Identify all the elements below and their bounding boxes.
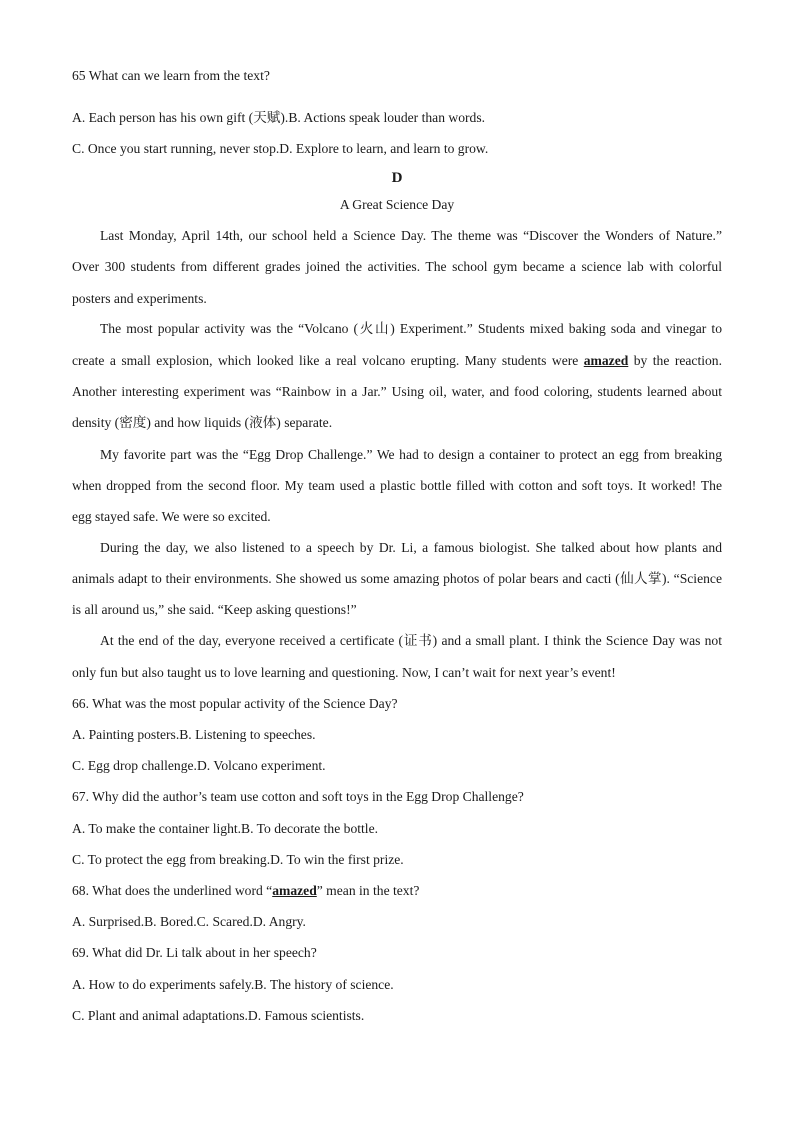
q68-question bbox=[72, 882, 419, 900]
q67-options-cd: C. To protect the egg from breaking.D. To win the first prize. bbox=[72, 852, 404, 867]
p2-line-4: density (密度) and how liquids (液体) separate. bbox=[72, 415, 333, 430]
q68-question-after: ” mean in the text? bbox=[316, 883, 420, 898]
p1-line-2: Over 300 students from different grades joined the activities. The school gym became a science lab with colorful bbox=[72, 259, 722, 274]
q69-options-ab: A. How to do experiments safely.B. The history of science. bbox=[72, 977, 394, 992]
q65-options-cd: C. Once you start running, never stop.D. Explore to learn, and learn to grow. bbox=[72, 141, 489, 156]
q66-options-cd: C. Egg drop challenge.D. Volcano experiment. bbox=[72, 758, 326, 773]
p2-line-1: The most popular activity was the “Volcano (火山) Experiment.” Students mixed baking soda and vinegar to bbox=[100, 321, 722, 336]
p5-line-1: At the end of the day, everyone received a certificate (证书) and a small plant. I think the Science Day was not bbox=[100, 633, 722, 648]
q67-question: 67. Why did the author’s team use cotton and soft toys in the Egg Drop Challenge? bbox=[72, 789, 524, 804]
section-letter: D bbox=[391, 170, 403, 186]
q69-question: 69. What did Dr. Li talk about in her speech? bbox=[72, 945, 317, 960]
q65-question: 65 What can we learn from the text? bbox=[72, 68, 270, 83]
p3-line-1: My favorite part was the “Egg Drop Challenge.” We had to design a container to protect an egg from breaking bbox=[100, 447, 722, 462]
passage-title: A Great Science Day bbox=[339, 197, 455, 212]
q69-options-cd: C. Plant and animal adaptations.D. Famous scientists. bbox=[72, 1008, 365, 1023]
p5-line-2: only fun but also taught us to love learning and questioning. Now, I can’t wait for next year’s event! bbox=[72, 665, 616, 680]
q65-options-ab: A. Each person has his own gift (天赋).B. Actions speak louder than words. bbox=[72, 110, 486, 125]
p4-line-2: animals adapt to their environments. She showed us some amazing photos of polar bears and cacti (仙人掌). “Science bbox=[72, 571, 722, 586]
p3-line-3: egg stayed safe. We were so excited. bbox=[72, 509, 271, 524]
q67-options-ab: A. To make the container light.B. To decorate the bottle. bbox=[72, 821, 379, 836]
keyword-amazed: amazed bbox=[583, 353, 629, 368]
q66-options-ab: A. Painting posters.B. Listening to speeches. bbox=[72, 727, 316, 742]
p1-line-1: Last Monday, April 14th, our school held a Science Day. The theme was “Discover the Wonders of Nature.” bbox=[100, 228, 722, 243]
p1-line-3: posters and experiments. bbox=[72, 291, 207, 306]
p2-line-3: Another interesting experiment was “Rainbow in a Jar.” Using oil, water, and food coloring, students learned about bbox=[72, 384, 722, 399]
q68-question-before: 68. What does the underlined word “ bbox=[72, 883, 273, 898]
q68-options: A. Surprised.B. Bored.C. Scared.D. Angry. bbox=[72, 914, 306, 929]
p2-line-2-before: create a small explosion, which looked like a real volcano erupting. Many students were bbox=[72, 353, 584, 368]
p2-line-2-after: by the reaction. bbox=[628, 353, 722, 368]
q68-keyword-amazed: amazed bbox=[272, 883, 317, 898]
p4-line-1: During the day, we also listened to a speech by Dr. Li, a famous biologist. She talked about how plants and bbox=[100, 540, 722, 555]
q66-question: 66. What was the most popular activity of the Science Day? bbox=[72, 696, 398, 711]
p2-line-2 bbox=[72, 352, 722, 370]
p3-line-2: when dropped from the second floor. My team used a plastic bottle filled with cotton and soft toys. It worked! The bbox=[72, 478, 722, 493]
p4-line-3: is all around us,” she said. “Keep asking questions!” bbox=[72, 602, 357, 617]
